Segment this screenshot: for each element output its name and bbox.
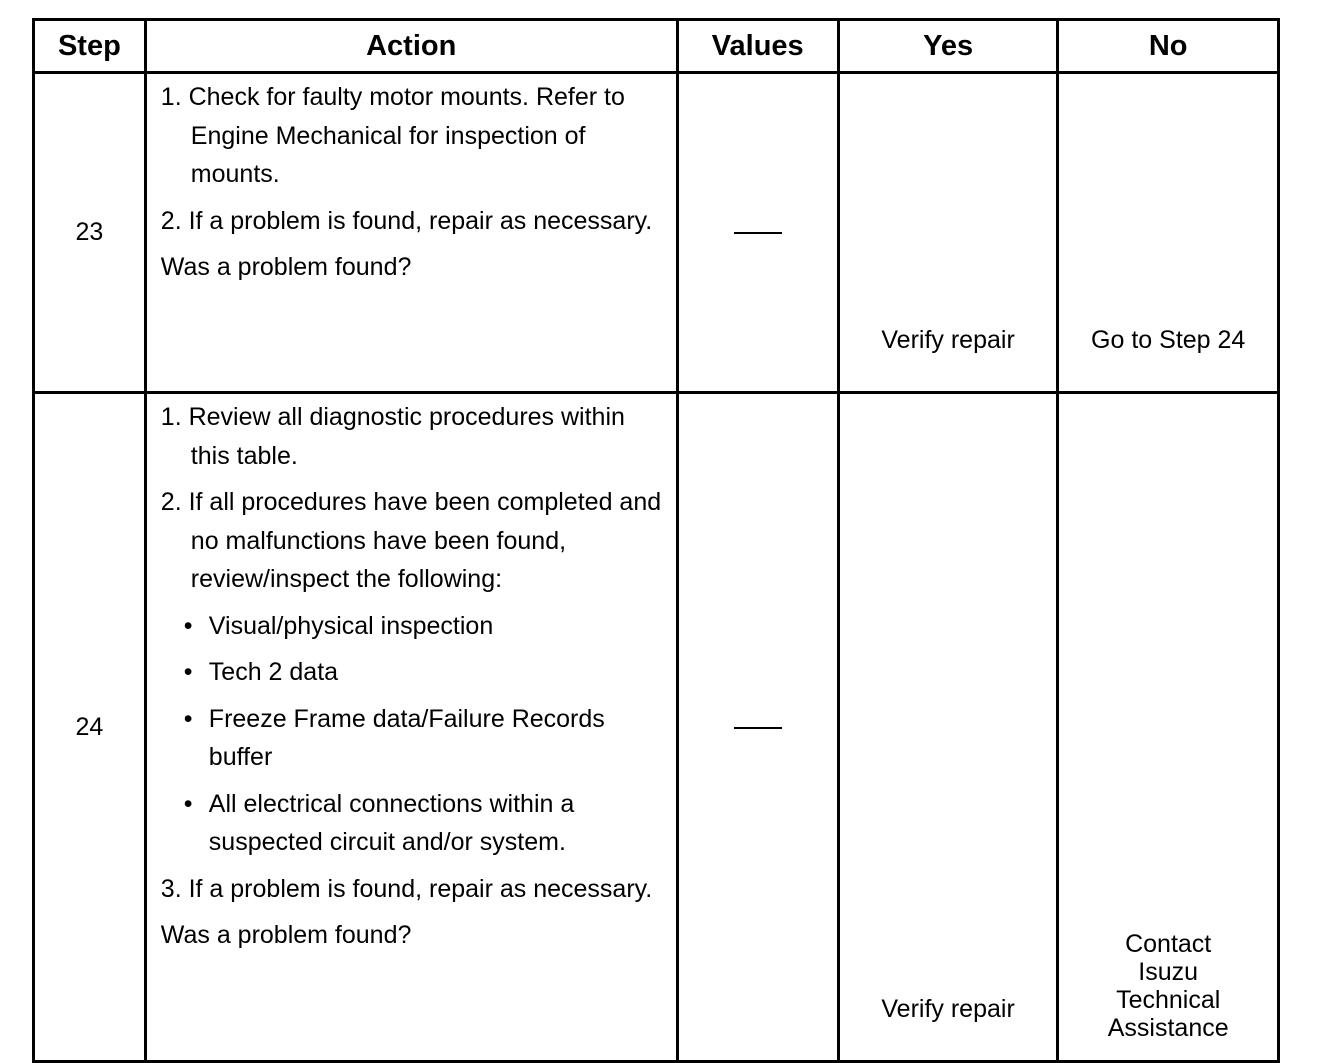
bullet-icon: • bbox=[183, 789, 193, 818]
yes-result: Verify repair bbox=[838, 393, 1058, 1062]
no-result-line: Technical bbox=[1116, 986, 1221, 1014]
no-result bbox=[1058, 393, 1279, 1062]
values-cell bbox=[677, 73, 838, 393]
action-cell bbox=[145, 393, 677, 1062]
bullet-text: All electrical connections within a suspected circuit and/or system. bbox=[208, 789, 575, 856]
header-no: No bbox=[1058, 20, 1279, 73]
action-item: 1. Check for faulty motor mounts. Refer to Engine Mechanical for inspection of mounts. bbox=[160, 83, 625, 188]
table-row-step-24 bbox=[34, 393, 1279, 1062]
bullet-item bbox=[161, 785, 670, 862]
bullet-item bbox=[161, 653, 670, 692]
header-step: Step bbox=[34, 20, 146, 73]
step-number: 23 bbox=[34, 73, 146, 393]
values-dash bbox=[734, 232, 782, 234]
no-result: Go to Step 24 bbox=[1058, 73, 1279, 393]
bullet-text: Visual/physical inspection bbox=[208, 611, 494, 640]
diagnostic-table bbox=[32, 18, 1280, 1063]
bullet-icon: • bbox=[183, 611, 193, 640]
bullet-item bbox=[161, 607, 670, 646]
action-cell bbox=[145, 73, 677, 393]
bullet-text: Tech 2 data bbox=[208, 658, 339, 686]
header-row bbox=[34, 20, 1279, 73]
action-item: 2. If a problem is found, repair as necessary. bbox=[160, 206, 653, 235]
action-question: Was a problem found? bbox=[160, 253, 412, 281]
bullet-icon: • bbox=[183, 658, 193, 686]
table-row-step-23 bbox=[34, 73, 1279, 393]
action-item: 3. If a problem is found, repair as necessary. bbox=[160, 874, 653, 903]
no-result-line: Contact bbox=[1125, 930, 1212, 958]
header-values: Values bbox=[677, 20, 838, 73]
header-yes: Yes bbox=[838, 20, 1058, 73]
action-item: 1. Review all diagnostic procedures within this table. bbox=[160, 403, 625, 470]
no-result-line: Assistance bbox=[1107, 1014, 1229, 1042]
bullet-icon: • bbox=[183, 704, 193, 733]
header-action: Action bbox=[145, 20, 677, 73]
values-cell bbox=[677, 393, 838, 1062]
action-item: 2. If all procedures have been completed and no malfunctions have been found, review/inspect the following: bbox=[160, 488, 662, 593]
bullet-text: Freeze Frame data/Failure Records buffer bbox=[208, 704, 605, 771]
action-question: Was a problem found? bbox=[160, 921, 412, 949]
yes-result: Verify repair bbox=[838, 73, 1058, 393]
bullet-item bbox=[161, 700, 670, 777]
values-dash bbox=[734, 727, 782, 729]
step-number: 24 bbox=[34, 393, 146, 1062]
no-result-line: Isuzu bbox=[1138, 958, 1199, 986]
